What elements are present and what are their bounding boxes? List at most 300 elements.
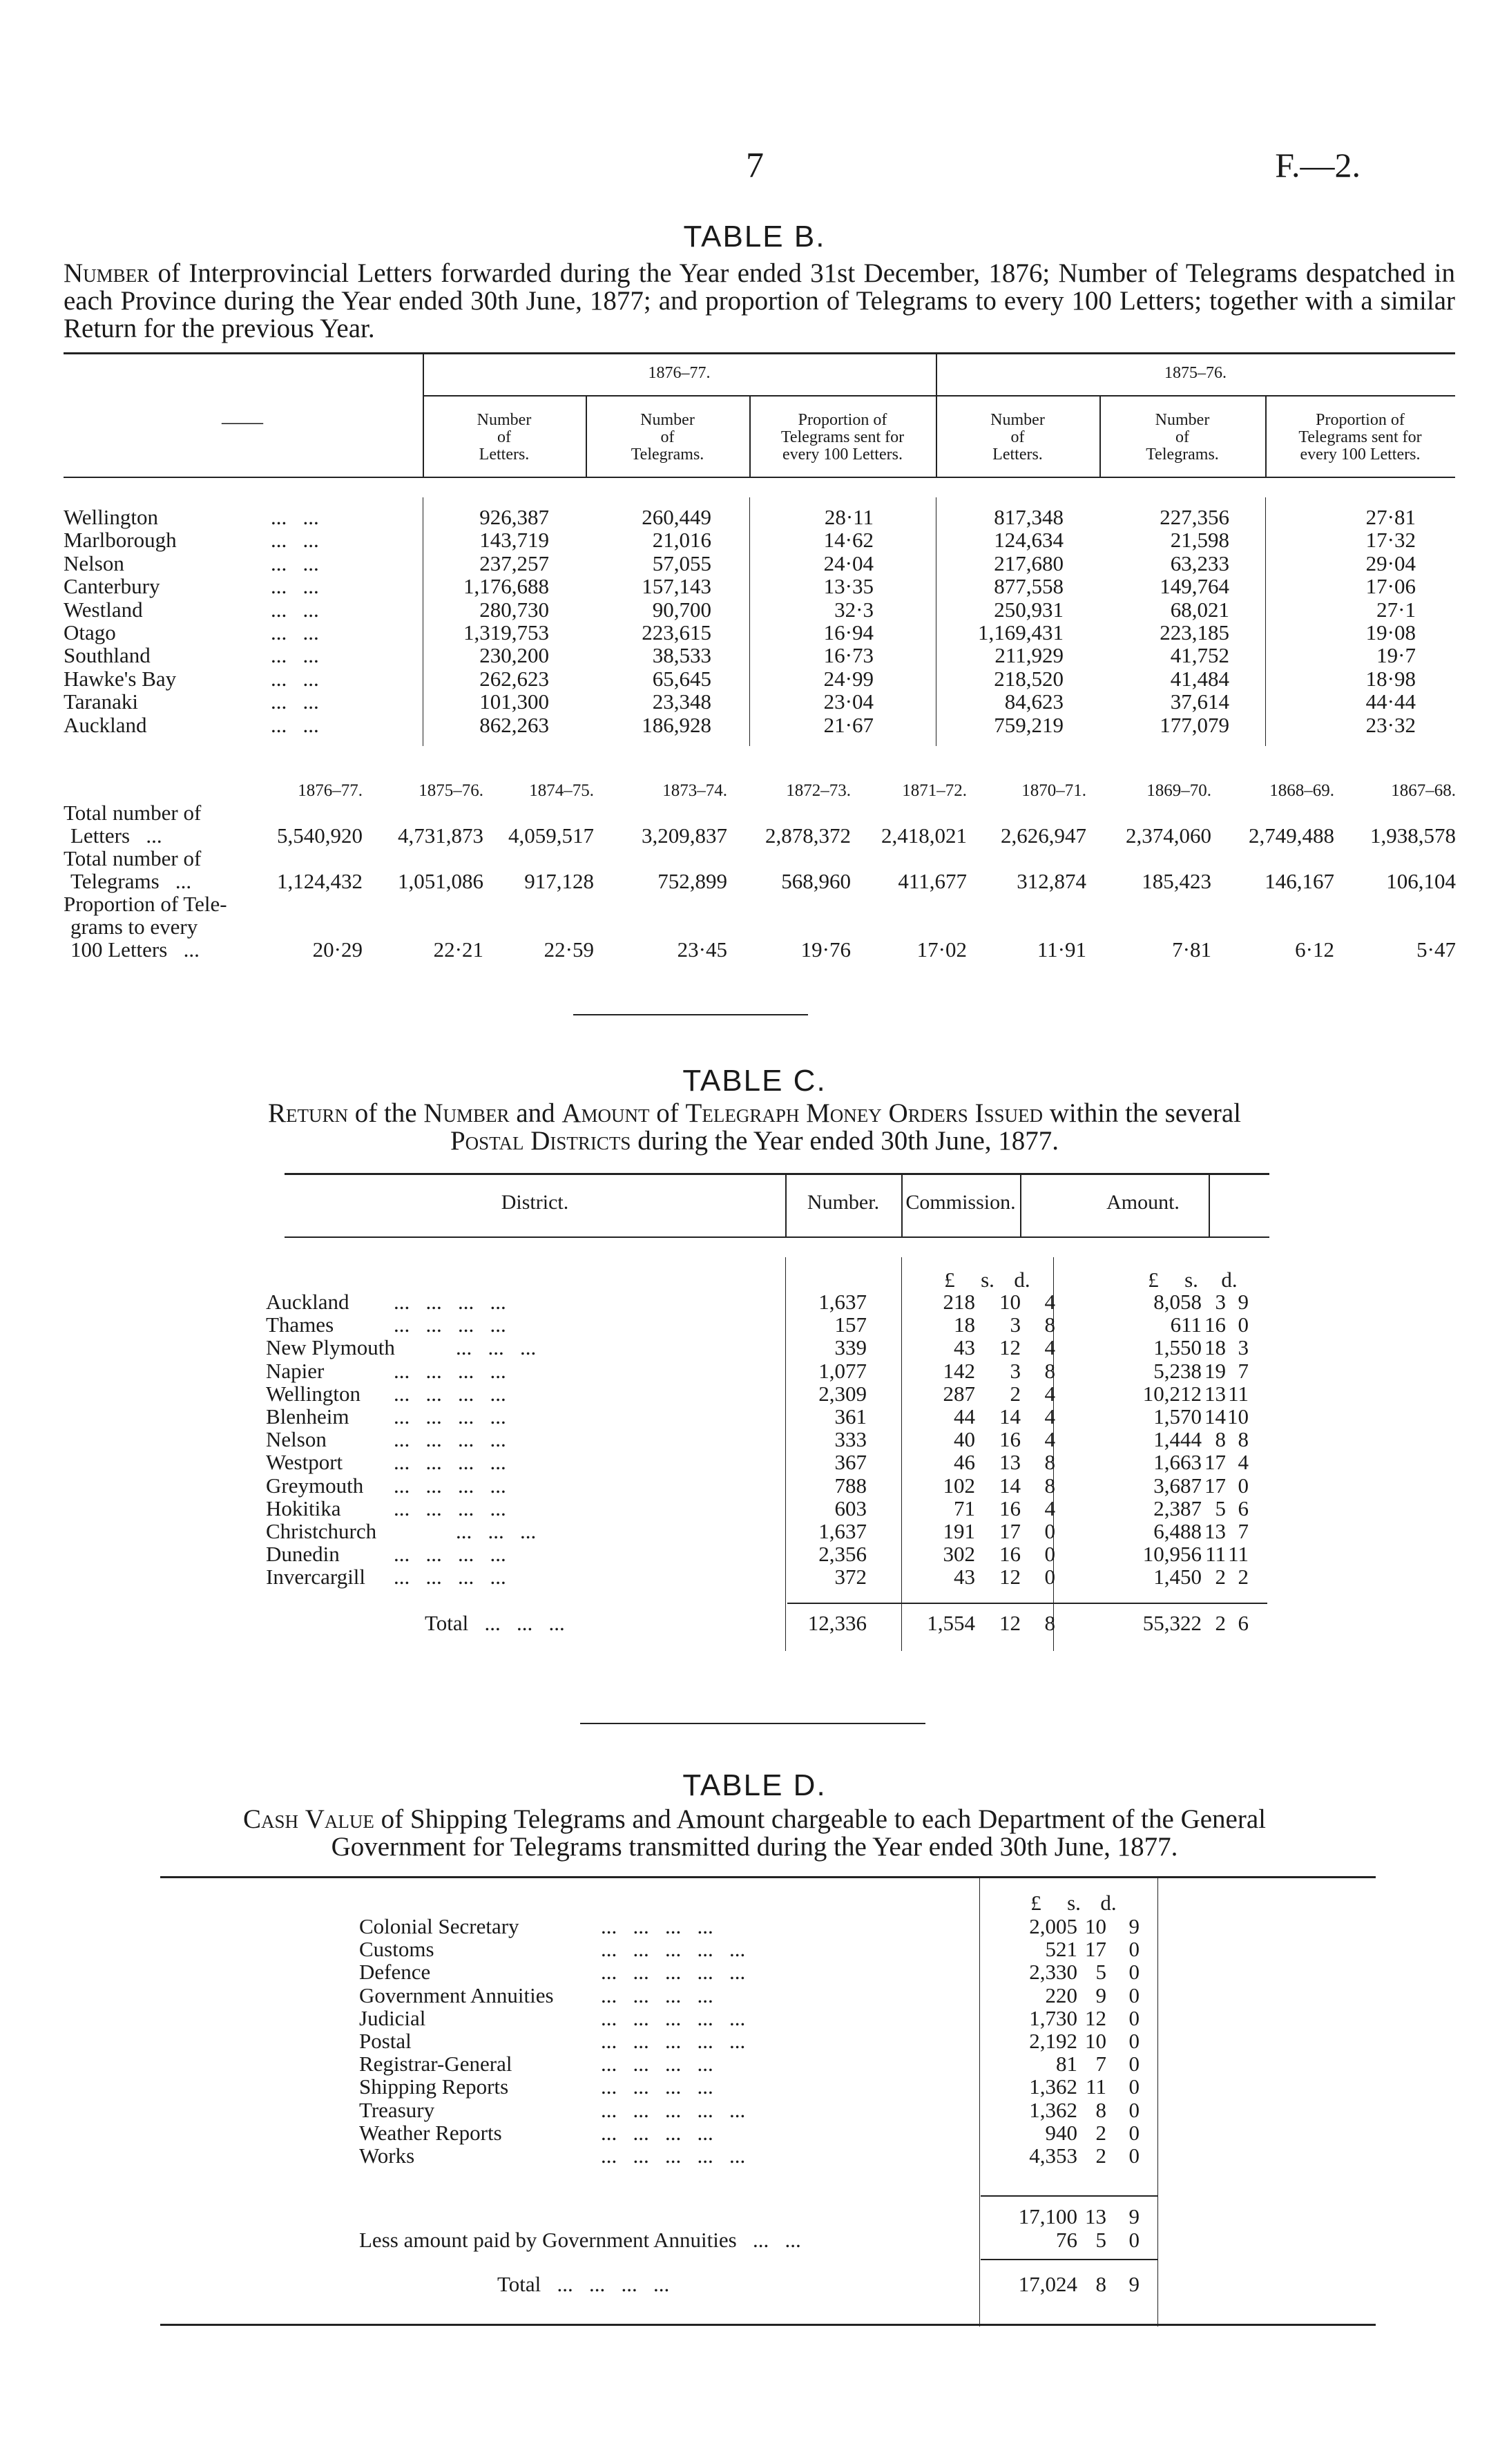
province-name: Canterbury <box>64 574 160 599</box>
leader-dots: ... ... <box>271 666 319 691</box>
year-header: 1873–74. <box>662 781 727 800</box>
shillings-cell: 17 <box>999 1519 1021 1543</box>
shillings-cell: 2 <box>1095 2120 1106 2145</box>
province-name: Auckland <box>64 712 147 737</box>
pounds-cell: 287 <box>943 1381 975 1406</box>
pence-cell: 0 <box>1128 1983 1140 2007</box>
department-name: Postal <box>359 2029 412 2053</box>
pounds-cell: 218 <box>943 1290 975 1314</box>
pence-cell: 9 <box>1128 2272 1140 2296</box>
table-cell: 18·98 <box>1365 666 1416 691</box>
summary-cell: 4,731,873 <box>398 823 483 848</box>
pence-cell: 0 <box>1128 2029 1140 2053</box>
table-cell: 19·08 <box>1365 620 1416 644</box>
table-cell: 862,263 <box>479 712 549 737</box>
year-header: 1872–73. <box>786 781 851 800</box>
leader-dots: ... ... ... ... <box>394 1542 506 1567</box>
shillings-cell: 13 <box>1204 1381 1226 1406</box>
province-name: Wellington <box>64 505 158 529</box>
table-cell: 29·04 <box>1365 551 1416 575</box>
caption-fragment: of <box>649 1098 686 1128</box>
table-cell: 37,614 <box>1170 689 1229 714</box>
leader-dots: ... ... <box>271 574 319 599</box>
table-cell: 68,021 <box>1170 597 1229 622</box>
shillings-cell: 18 <box>1204 1335 1226 1360</box>
caption-fragment: Cash <box>242 1804 299 1834</box>
table-cell: 90,700 <box>652 597 711 622</box>
caption-fragment: Value <box>305 1804 374 1834</box>
leader-dots: ... ... ... <box>456 1519 537 1543</box>
pounds-cell: 142 <box>943 1358 975 1383</box>
leader-dots: ... ... ... ... ... <box>601 2143 746 2168</box>
shillings-cell: 2 <box>1095 2143 1106 2168</box>
pence-cell: 0 <box>1128 1937 1140 1962</box>
summary-cell: 17·02 <box>916 937 967 962</box>
pence-cell: 0 <box>1128 2097 1140 2122</box>
shillings-cell: 3 <box>1010 1312 1021 1337</box>
department-name: Government Annuities <box>359 1983 554 2007</box>
table-cell: 63,233 <box>1170 551 1229 575</box>
caption-fragment: Issued <box>974 1098 1044 1128</box>
summary-cell: 185,423 <box>1142 869 1211 893</box>
pence-cell: 4 <box>1044 1335 1055 1360</box>
caption-text: of Interprovincial Letters forwarded during the Year ended 31st December, 1876; Number of Telegrams despatched in each Province during the Year ended 30th June, 1877; and proportion of Telegrams to every 100 Letters; together with a similar Return for the previous Year. <box>64 258 1455 343</box>
pence-cell: 10 <box>1227 1404 1249 1429</box>
department-name: Works <box>359 2143 415 2168</box>
pounds-cell: 10,212 <box>1142 1381 1202 1406</box>
leader-dots: ... ... ... ... <box>601 1914 713 1938</box>
pounds-cell: 1,450 <box>1153 1565 1202 1589</box>
caption-fragment: Amount <box>561 1098 650 1128</box>
department-name: Registrar-General <box>359 2052 512 2076</box>
pound-unit: £ <box>944 1268 955 1292</box>
district-header: District. <box>501 1191 569 1214</box>
leader-dots: ... ... ... ... <box>601 2052 713 2076</box>
shillings-cell: 9 <box>1095 1983 1106 2007</box>
caption-line-2: Government for Telegrams transmitted during the Year ended 30th June, 1877. <box>331 1832 1178 1862</box>
year-header: 1874–75. <box>529 781 594 800</box>
summary-cell: 20·29 <box>312 937 363 962</box>
district-name: Nelson <box>266 1427 327 1452</box>
table-cell: 877,558 <box>994 574 1064 599</box>
pence-cell: 6 <box>1238 1496 1249 1520</box>
leader-dots: ... ... ... ... ... <box>601 1937 746 1962</box>
pounds-cell: 40 <box>954 1427 975 1452</box>
shillings-cell: 2 <box>1215 1611 1226 1635</box>
leader-dots: ... ... ... ... <box>394 1450 506 1475</box>
pounds-cell: 302 <box>943 1542 975 1567</box>
number-cell: 788 <box>834 1473 867 1498</box>
province-name: Taranaki <box>64 689 138 714</box>
year-header: 1875–76. <box>419 781 483 800</box>
pounds-cell: 17,100 <box>1018 2204 1077 2228</box>
pence-cell: 0 <box>1044 1519 1055 1543</box>
summary-cell: 146,167 <box>1265 869 1334 893</box>
year-header: 1870–71. <box>1021 781 1086 800</box>
pence-unit: d. <box>1014 1268 1030 1292</box>
district-name: Blenheim <box>266 1404 349 1429</box>
table-c-caption <box>0 1100 1509 1155</box>
pence-cell: 9 <box>1238 1290 1249 1314</box>
pounds-cell: 18 <box>954 1312 975 1337</box>
caption-lead: Number <box>64 258 150 288</box>
caption-fragment: Return <box>267 1098 348 1128</box>
pence-cell: 0 <box>1044 1565 1055 1589</box>
caption-fragment: Orders <box>888 1098 968 1128</box>
pounds-cell: 1,444 <box>1153 1427 1202 1452</box>
summary-cell: 7·81 <box>1172 937 1211 962</box>
period-header-a: 1876–77. <box>648 364 711 382</box>
table-cell: 19·7 <box>1376 643 1416 668</box>
table-cell: 177,079 <box>1160 712 1229 737</box>
number-cell: 157 <box>834 1312 867 1337</box>
table-cell: 223,615 <box>642 620 711 644</box>
caption-fragment: and <box>509 1098 562 1128</box>
leader-dots: ... ... ... ... <box>601 1983 713 2007</box>
province-name: Marlborough <box>64 528 177 553</box>
column-header: Number of Telegrams. <box>1146 411 1219 464</box>
year-header: 1867–68. <box>1391 781 1456 800</box>
summary-cell: 5,540,920 <box>277 823 363 848</box>
leader-dots: ... ... <box>271 597 319 622</box>
shilling-unit: s. <box>1184 1268 1198 1292</box>
leader-dots: ... ... <box>271 620 319 644</box>
pence-cell: 0 <box>1128 2228 1140 2252</box>
shillings-cell: 17 <box>1204 1473 1226 1498</box>
pounds-cell: 2,192 <box>1029 2029 1077 2053</box>
pence-cell: 6 <box>1238 1611 1249 1635</box>
leader-dots: ... ... ... ... <box>601 2120 713 2145</box>
shillings-cell: 16 <box>1204 1312 1226 1337</box>
pounds-cell: 191 <box>943 1519 975 1543</box>
table-cell: 13·35 <box>823 574 874 599</box>
summary-cell: 11·91 <box>1037 937 1086 962</box>
pence-cell: 0 <box>1128 2143 1140 2168</box>
leader-dots: ... ... ... ... <box>601 2074 713 2099</box>
leader-dots: ... ... ... ... <box>394 1358 506 1383</box>
table-cell: 1,176,688 <box>463 574 549 599</box>
column-header: Number of Letters. <box>990 411 1045 464</box>
district-name: Christchurch <box>266 1519 377 1543</box>
summary-label-telegrams: Total number of Telegrams ... <box>64 846 202 893</box>
shillings-cell: 10 <box>1085 1914 1106 1938</box>
table-cell: 41,484 <box>1170 666 1229 691</box>
province-name: Westland <box>64 597 143 622</box>
leader-dots: ... ... ... ... ... <box>601 2005 746 2030</box>
blank-header: —— <box>222 410 263 433</box>
department-name: Shipping Reports <box>359 2074 509 2099</box>
shillings-cell: 8 <box>1095 2097 1106 2122</box>
number-header: Number. <box>807 1191 880 1214</box>
table-cell: 926,387 <box>479 505 549 529</box>
district-name: Auckland <box>266 1290 349 1314</box>
commission-header: Commission. <box>905 1191 1016 1214</box>
pence-cell: 8 <box>1044 1611 1055 1635</box>
table-cell: 101,300 <box>479 689 549 714</box>
department-name: Judicial <box>359 2005 426 2030</box>
caption-fragment: Postal <box>450 1126 524 1156</box>
column-header: Proportion of Telegrams sent for every 100 Letters. <box>780 411 905 464</box>
table-b-caption <box>64 260 1455 343</box>
pence-cell: 8 <box>1238 1427 1249 1452</box>
table-cell: 211,929 <box>994 643 1064 668</box>
shillings-cell: 12 <box>999 1611 1021 1635</box>
summary-cell: 5·47 <box>1416 937 1456 962</box>
leader-dots: ... ... ... ... <box>394 1381 506 1406</box>
pence-cell: 4 <box>1044 1427 1055 1452</box>
pounds-cell: 2,005 <box>1029 1914 1077 1938</box>
leader-dots: ... ... <box>271 689 319 714</box>
caption-fragment <box>968 1098 975 1128</box>
district-name: Westport <box>266 1450 343 1475</box>
pounds-cell: 71 <box>954 1496 975 1520</box>
table-cell: 17·06 <box>1365 574 1416 599</box>
number-cell: 1,077 <box>818 1358 867 1383</box>
table-cell: 280,730 <box>479 597 549 622</box>
summary-label-letters: Total number of Letters ... <box>64 801 202 848</box>
table-cell: 759,219 <box>994 712 1064 737</box>
pence-cell: 9 <box>1128 1914 1140 1938</box>
pence-cell: 0 <box>1238 1473 1249 1498</box>
caption-fragment: during the Year ended 30th June, 1877. <box>631 1126 1059 1156</box>
shillings-cell: 8 <box>1095 2272 1106 2296</box>
pounds-cell: 1,554 <box>927 1611 975 1635</box>
leader-dots: ... ... ... ... <box>394 1404 506 1429</box>
pence-cell: 0 <box>1238 1312 1249 1337</box>
table-d-caption <box>0 1806 1509 1861</box>
column-header: Proportion of Telegrams sent for every 100 Letters. <box>1298 411 1422 464</box>
summary-cell: 312,874 <box>1017 869 1086 893</box>
shillings-cell: 17 <box>1204 1450 1226 1475</box>
number-cell: 1,637 <box>818 1519 867 1543</box>
table-cell: 250,931 <box>994 597 1064 622</box>
summary-cell: 2,626,947 <box>1001 823 1086 848</box>
pence-cell: 11 <box>1228 1542 1249 1567</box>
province-name: Nelson <box>64 551 124 575</box>
shillings-cell: 17 <box>1085 1937 1106 1962</box>
table-cell: 260,449 <box>642 505 711 529</box>
pounds-cell: 220 <box>1045 1983 1077 2007</box>
table-cell: 1,169,431 <box>978 620 1064 644</box>
table-cell: 65,645 <box>652 666 711 691</box>
year-header: 1869–70. <box>1146 781 1211 800</box>
table-cell: 24·99 <box>823 666 874 691</box>
pounds-cell: 3,687 <box>1153 1473 1202 1498</box>
pence-cell: 11 <box>1228 1381 1249 1406</box>
pence-unit: d. <box>1221 1268 1238 1292</box>
table-cell: 16·73 <box>823 643 874 668</box>
pounds-cell: 6,488 <box>1153 1519 1202 1543</box>
department-name: Treasury <box>359 2097 435 2122</box>
less-label: Less amount paid by Government Annuities ... ... <box>359 2228 801 2252</box>
table-cell: 84,623 <box>1004 689 1064 714</box>
shillings-cell: 16 <box>999 1542 1021 1567</box>
table-cell: 21,598 <box>1170 528 1229 553</box>
page-reference: F.—2. <box>1275 146 1361 184</box>
caption-fragment: of Shipping Telegrams and Amount chargeable to each Department of the General <box>374 1804 1266 1834</box>
table-cell: 23·04 <box>823 689 874 714</box>
caption-fragment: within the several <box>1043 1098 1242 1128</box>
pounds-cell: 1,663 <box>1153 1450 1202 1475</box>
district-name: Greymouth <box>266 1473 364 1498</box>
summary-cell: 917,128 <box>524 869 594 893</box>
number-cell: 333 <box>834 1427 867 1452</box>
pounds-cell: 2,330 <box>1029 1960 1077 1985</box>
table-cell: 23·32 <box>1365 712 1416 737</box>
number-cell: 361 <box>834 1404 867 1429</box>
year-header: 1868–69. <box>1269 781 1334 800</box>
number-cell: 339 <box>834 1335 867 1360</box>
leader-dots: ... ... ... ... ... <box>601 2029 746 2053</box>
column-header: Number of Letters. <box>477 411 532 464</box>
summary-cell: 2,374,060 <box>1126 823 1211 848</box>
table-cell: 237,257 <box>479 551 549 575</box>
table-cell: 227,356 <box>1160 505 1229 529</box>
period-header-b: 1875–76. <box>1164 364 1227 382</box>
pounds-cell: 46 <box>954 1450 975 1475</box>
caption-fragment: Districts <box>530 1126 631 1156</box>
shillings-cell: 12 <box>1085 2005 1106 2030</box>
department-name: Defence <box>359 1960 431 1985</box>
pence-cell: 4 <box>1044 1404 1055 1429</box>
district-name: Thames <box>266 1312 334 1337</box>
table-cell: 230,200 <box>479 643 549 668</box>
number-cell: 2,309 <box>818 1381 867 1406</box>
pence-cell: 8 <box>1044 1450 1055 1475</box>
pounds-cell: 521 <box>1045 1937 1077 1962</box>
summary-cell: 106,104 <box>1386 869 1456 893</box>
summary-cell: 22·59 <box>544 937 594 962</box>
pence-cell: 4 <box>1044 1290 1055 1314</box>
pounds-cell: 55,322 <box>1142 1611 1202 1635</box>
total-label: Total ... ... ... ... <box>497 2272 670 2296</box>
summary-cell: 2,878,372 <box>765 823 851 848</box>
pounds-cell: 102 <box>943 1473 975 1498</box>
table-b-title: TABLE B. <box>683 220 826 254</box>
pounds-cell: 43 <box>954 1565 975 1589</box>
leader-dots: ... ... ... ... <box>394 1427 506 1452</box>
caption-fragment <box>524 1126 531 1156</box>
summary-cell: 1,938,578 <box>1370 823 1456 848</box>
summary-label-proportion: Proportion of Tele- grams to every 100 Letters ... <box>64 892 227 962</box>
shillings-cell: 13 <box>1204 1519 1226 1543</box>
pence-cell: 4 <box>1238 1450 1249 1475</box>
district-name: Invercargill <box>266 1565 366 1589</box>
caption-fragment: Telegraph <box>685 1098 800 1128</box>
district-name: Napier <box>266 1358 325 1383</box>
leader-dots: ... ... ... ... <box>394 1496 506 1520</box>
pence-cell: 8 <box>1044 1473 1055 1498</box>
leader-dots: ... ... <box>271 505 319 529</box>
table-cell: 186,928 <box>642 712 711 737</box>
leader-dots: ... ... ... ... <box>394 1565 506 1589</box>
leader-dots: ... ... ... ... ... <box>601 1960 746 1985</box>
pounds-cell: 76 <box>1056 2228 1077 2252</box>
district-name: New Plymouth <box>266 1335 395 1360</box>
pounds-cell: 10,956 <box>1142 1542 1202 1567</box>
table-cell: 44·44 <box>1365 689 1416 714</box>
shillings-cell: 2 <box>1010 1381 1021 1406</box>
summary-cell: 23·45 <box>677 937 727 962</box>
caption-fragment <box>882 1098 889 1128</box>
shillings-cell: 14 <box>999 1404 1021 1429</box>
leader-dots: ... ... ... ... <box>394 1312 506 1337</box>
shillings-cell: 5 <box>1095 1960 1106 1985</box>
table-cell: 217,680 <box>994 551 1064 575</box>
shillings-cell: 10 <box>1085 2029 1106 2053</box>
table-cell: 143,719 <box>479 528 549 553</box>
table-cell: 17·32 <box>1365 528 1416 553</box>
pounds-cell: 1,362 <box>1029 2097 1077 2122</box>
province-name: Otago <box>64 620 116 644</box>
pounds-cell: 4,353 <box>1029 2143 1077 2168</box>
summary-cell: 6·12 <box>1295 937 1334 962</box>
pounds-cell: 5,238 <box>1153 1358 1202 1383</box>
shillings-cell: 5 <box>1215 1496 1226 1520</box>
department-name: Colonial Secretary <box>359 1914 519 1938</box>
leader-dots: ... ... ... <box>456 1335 537 1360</box>
shillings-cell: 7 <box>1095 2052 1106 2076</box>
caption-line-1 <box>0 1100 1509 1127</box>
summary-cell: 1,051,086 <box>398 869 483 893</box>
caption-line-1 <box>0 1806 1509 1833</box>
pence-cell: 7 <box>1238 1519 1249 1543</box>
leader-dots: ... ... ... ... ... <box>601 2097 746 2122</box>
table-cell: 24·04 <box>823 551 874 575</box>
table-cell: 14·62 <box>823 528 874 553</box>
shillings-cell: 3 <box>1215 1290 1226 1314</box>
amount-header: Amount. <box>1106 1191 1180 1214</box>
pence-cell: 2 <box>1238 1565 1249 1589</box>
summary-cell: 1,124,432 <box>277 869 363 893</box>
table-cell: 41,752 <box>1170 643 1229 668</box>
shillings-cell: 13 <box>999 1450 1021 1475</box>
pounds-cell: 2,387 <box>1153 1496 1202 1520</box>
summary-cell: 4,059,517 <box>508 823 594 848</box>
district-name: Wellington <box>266 1381 361 1406</box>
pence-unit: d. <box>1100 1891 1117 1915</box>
table-cell: 16·94 <box>823 620 874 644</box>
table-cell: 38,533 <box>652 643 711 668</box>
summary-cell: 3,209,837 <box>642 823 727 848</box>
table-cell: 817,348 <box>994 505 1064 529</box>
shillings-cell: 13 <box>1085 2204 1106 2228</box>
pence-cell: 7 <box>1238 1358 1249 1383</box>
shillings-cell: 16 <box>999 1496 1021 1520</box>
pence-cell: 8 <box>1044 1358 1055 1383</box>
summary-cell: 19·76 <box>800 937 851 962</box>
shillings-cell: 3 <box>1010 1358 1021 1383</box>
pence-cell: 0 <box>1128 2074 1140 2099</box>
province-name: Hawke's Bay <box>64 666 177 691</box>
pounds-cell: 44 <box>954 1404 975 1429</box>
department-name: Customs <box>359 1937 434 1962</box>
summary-cell: 411,677 <box>898 869 967 893</box>
shillings-cell: 11 <box>1086 2074 1106 2099</box>
table-cell: 1,319,753 <box>463 620 549 644</box>
pounds-cell: 611 <box>1170 1312 1202 1337</box>
number-cell: 372 <box>834 1565 867 1589</box>
summary-cell: 2,418,021 <box>881 823 967 848</box>
leader-dots: ... ... ... ... <box>394 1473 506 1498</box>
shillings-cell: 19 <box>1204 1358 1226 1383</box>
caption-fragment <box>298 1804 305 1834</box>
number-cell: 1,637 <box>818 1290 867 1314</box>
summary-cell: 752,899 <box>657 869 727 893</box>
shillings-cell: 14 <box>999 1473 1021 1498</box>
pence-cell: 0 <box>1128 2052 1140 2076</box>
pence-cell: 8 <box>1044 1312 1055 1337</box>
